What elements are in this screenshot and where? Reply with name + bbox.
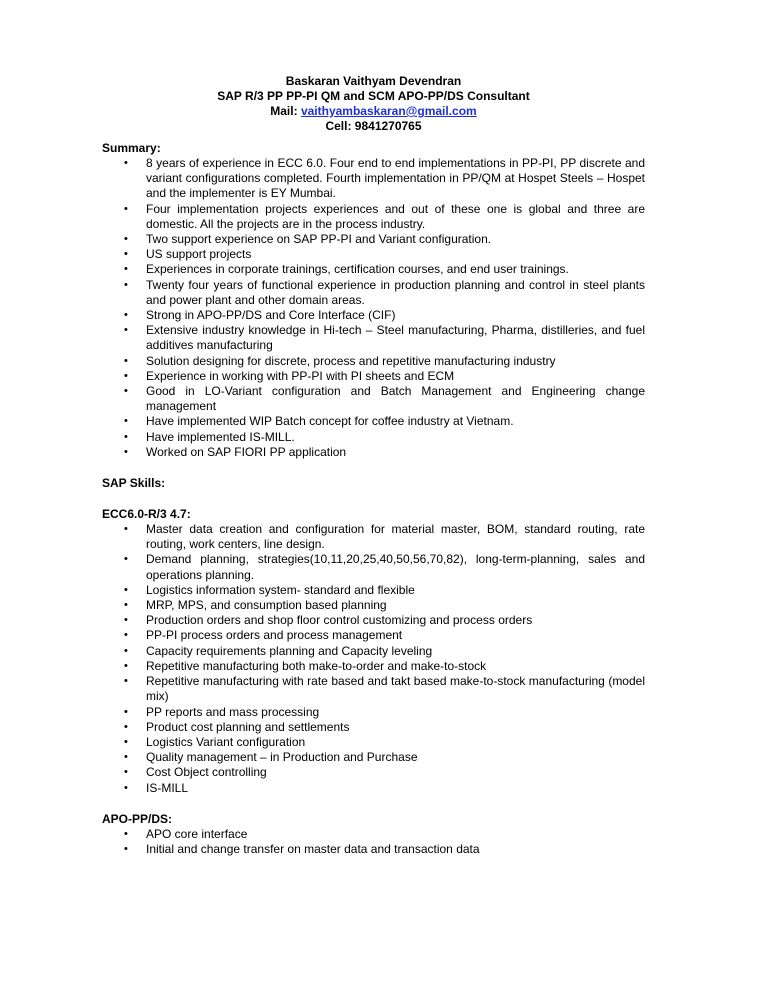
bullet-icon: • [124, 675, 128, 688]
bullet-icon: • [124, 842, 128, 855]
bullet-icon: • [124, 781, 128, 794]
list-item [102, 156, 645, 202]
list-item-text: Demand planning, strategies(10,11,20,25,40,50,56,70,82), long-term-planning, sales and operations planning. [146, 552, 645, 582]
list-item [102, 613, 645, 628]
list-item-text: APO core interface [146, 826, 248, 841]
list-item-text: Initial and change transfer on master data and transaction data [146, 841, 480, 856]
bullet-icon: • [124, 735, 128, 748]
mail-line [102, 104, 645, 119]
bullet-icon: • [124, 766, 128, 779]
bullet-icon: • [124, 415, 128, 428]
list-item-text: Logistics Variant configuration [146, 734, 306, 749]
list-item [102, 202, 645, 232]
bullet-icon: • [124, 583, 128, 596]
bullet-icon: • [124, 827, 128, 840]
sap-skills-heading: SAP Skills: [102, 476, 166, 491]
summary-heading: Summary: [102, 141, 161, 155]
list-item [102, 781, 645, 796]
list-item-text: 8 years of experience in ECC 6.0. Four end to end implementations in PP-PI, PP discrete and variant configurations completed. Fourth implementation in PP/QM at Hospet Steels – Hospet and the implementer is EY Mumbai. [146, 156, 645, 201]
list-item [102, 628, 645, 643]
summary-list [102, 156, 645, 460]
list-item [102, 827, 645, 842]
list-item-text: Good in LO-Variant configuration and Batch Management and Engineering change management [146, 384, 645, 414]
list-item [102, 369, 645, 384]
list-item-text: PP-PI process orders and process management [146, 628, 403, 643]
list-item [102, 750, 645, 765]
list-item-text: Twenty four years of functional experience in production planning and control in steel plants and power plant and other domain areas. [146, 277, 645, 307]
email-link[interactable]: vaithyambaskaran@gmail.com [300, 104, 477, 118]
list-item-text: Solution designing for discrete, process and repetitive manufacturing industry [146, 353, 556, 368]
bullet-icon: • [124, 309, 128, 322]
list-item-text: MRP, MPS, and consumption based planning [146, 598, 387, 613]
list-item [102, 583, 645, 598]
bullet-icon: • [124, 445, 128, 458]
bullet-icon: • [124, 263, 128, 276]
ecc-heading: ECC6.0-R/3 4.7: [102, 507, 191, 522]
bullet-icon: • [124, 720, 128, 733]
list-item [102, 765, 645, 780]
list-item-text: PP reports and mass processing [146, 704, 320, 719]
list-item [102, 644, 645, 659]
bullet-icon: • [124, 523, 128, 536]
ecc-skills-list [102, 522, 645, 796]
candidate-title: SAP R/3 PP PP-PI QM and SCM APO-PP/DS Consultant [217, 89, 530, 103]
bullet-icon: • [124, 705, 128, 718]
bullet-icon: • [124, 354, 128, 367]
bullet-icon: • [124, 369, 128, 382]
list-item [102, 552, 645, 582]
bullet-icon: • [124, 278, 128, 291]
list-item-text: US support projects [146, 247, 252, 262]
list-item-text: Cost Object controlling [146, 765, 267, 780]
list-item-text: Capacity requirements planning and Capacity leveling [146, 643, 433, 658]
list-item [102, 445, 645, 460]
candidate-name: Baskaran Vaithyam Devendran [285, 74, 462, 88]
list-item-text: Quality management – in Production and Purchase [146, 750, 418, 765]
bullet-icon: • [124, 644, 128, 657]
list-item [102, 659, 645, 674]
bullet-icon: • [124, 430, 128, 443]
bullet-icon: • [124, 659, 128, 672]
list-item-text: Experience in working with PP-PI with PI sheets and ECM [146, 368, 455, 383]
list-item [102, 705, 645, 720]
bullet-icon: • [124, 629, 128, 642]
list-item-text: Two support experience on SAP PP-PI and Variant configuration. [146, 232, 492, 247]
list-item-text: Extensive industry knowledge in Hi-tech – Steel manufacturing, Pharma, distilleries, and fuel additives manufacturing [146, 323, 645, 353]
bullet-icon: • [124, 202, 128, 215]
bullet-icon: • [124, 233, 128, 246]
bullet-icon: • [124, 157, 128, 169]
bullet-icon: • [124, 751, 128, 764]
list-item-text: Repetitive manufacturing both make-to-order and make-to-stock [146, 658, 487, 673]
list-item-text: IS-MILL [146, 780, 189, 795]
apo-skills-list [102, 827, 645, 857]
list-item [102, 384, 645, 414]
list-item [102, 522, 645, 552]
bullet-icon: • [124, 553, 128, 566]
list-item [102, 598, 645, 613]
list-item [102, 430, 645, 445]
list-item-text: Four implementation projects experiences and out of these one is global and three are domestic. All the projects are in the process industry. [146, 201, 645, 231]
mail-label: Mail: [270, 104, 298, 118]
bullet-icon: • [124, 614, 128, 627]
bullet-icon: • [124, 599, 128, 612]
list-item [102, 674, 645, 704]
list-item [102, 247, 645, 262]
list-item-text: Strong in APO-PP/DS and Core Interface (CIF) [146, 308, 396, 323]
list-item-text: Worked on SAP FIORI PP application [146, 444, 347, 459]
list-item-text: Logistics information system- standard and flexible [146, 582, 415, 597]
list-item-text: Master data creation and configuration for material master, BOM, standard routing, rate routing, work centers, line design. [146, 522, 645, 552]
list-item [102, 354, 645, 369]
list-item-text: Product cost planning and settlements [146, 719, 350, 734]
list-item [102, 232, 645, 247]
list-item [102, 414, 645, 429]
list-item [102, 323, 645, 353]
list-item-text: Have implemented IS-MILL. [146, 429, 295, 444]
list-item [102, 278, 645, 308]
bullet-icon: • [124, 248, 128, 261]
list-item [102, 308, 645, 323]
list-item [102, 842, 645, 857]
apo-heading: APO-PP/DS: [102, 811, 173, 826]
list-item-text: Have implemented WIP Batch concept for coffee industry at Vietnam. [146, 414, 514, 429]
list-item-text: Repetitive manufacturing with rate based and takt based make-to-stock manufacturing (model mix) [146, 674, 645, 704]
cell-line: Cell: 9841270765 [325, 119, 422, 133]
list-item [102, 720, 645, 735]
bullet-icon: • [124, 385, 128, 398]
bullet-icon: • [124, 324, 128, 337]
list-item [102, 262, 645, 277]
resume-header [102, 74, 645, 134]
list-item-text: Experiences in corporate trainings, certification courses, and end user trainings. [146, 262, 569, 277]
list-item-text: Production orders and shop floor control customizing and process orders [146, 613, 533, 628]
list-item [102, 735, 645, 750]
